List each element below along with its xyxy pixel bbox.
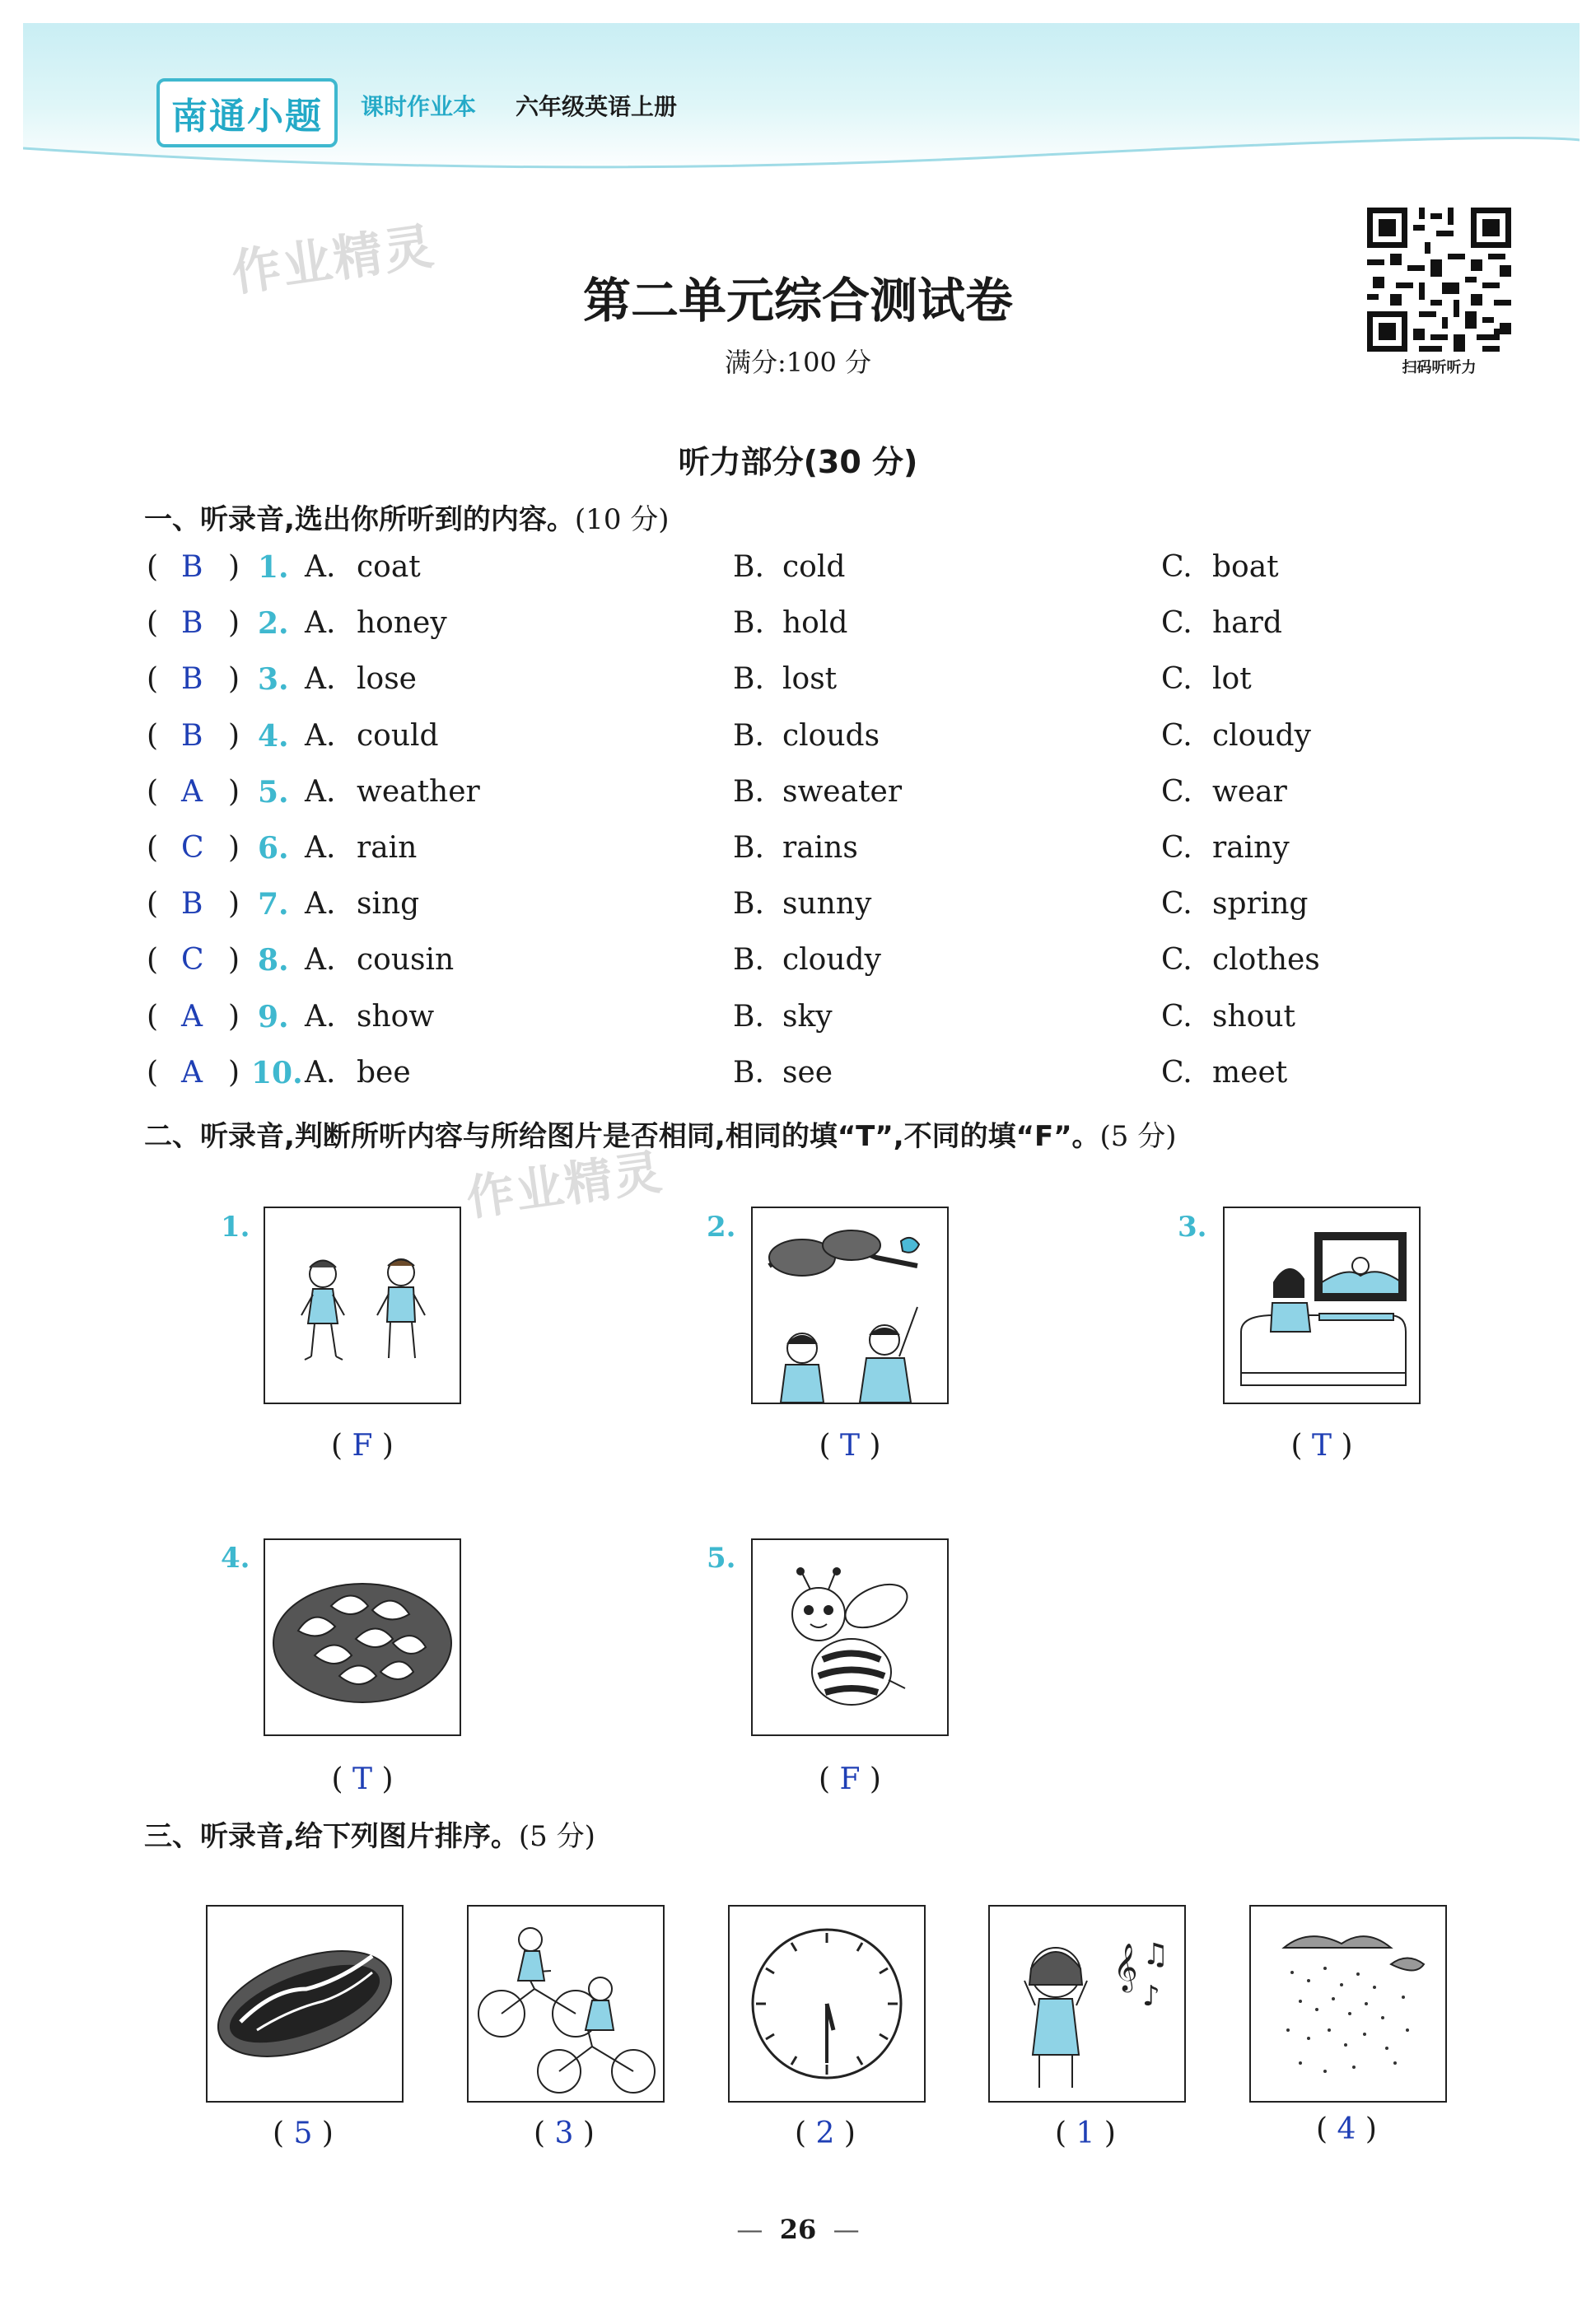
question-number: 7. xyxy=(258,887,289,922)
option-b-letter: B. xyxy=(733,831,764,865)
picture-number: 4. xyxy=(221,1542,250,1575)
answer-blank-open: ( xyxy=(147,718,159,753)
picture-clock xyxy=(728,1905,926,2103)
question-row xyxy=(0,606,1596,656)
option-b-word: sweater xyxy=(782,774,903,809)
option-b-word: cloudy xyxy=(782,943,881,978)
option-a-letter: A. xyxy=(305,718,336,753)
option-c-word: boat xyxy=(1212,550,1279,584)
answer-value[interactable]: B xyxy=(181,718,203,753)
answer-blank-open: ( xyxy=(147,999,159,1034)
section1-points: (10 分) xyxy=(574,503,670,536)
answer-blank-open: ( xyxy=(147,550,159,584)
section1-heading xyxy=(144,497,670,537)
page-number-value: 26 xyxy=(779,2214,817,2245)
picture-children-cycling xyxy=(467,1905,665,2103)
answer-value[interactable]: A xyxy=(181,1055,203,1090)
picture-number: 5. xyxy=(707,1542,736,1575)
answer-value: T xyxy=(352,1762,372,1796)
answer-value: T xyxy=(1311,1429,1332,1463)
option-c-letter: C. xyxy=(1161,606,1192,641)
option-b-word: cold xyxy=(782,550,846,584)
question-row xyxy=(0,1056,1596,1105)
option-a-letter: A. xyxy=(305,606,336,641)
option-a-word: coat xyxy=(357,550,421,584)
watermark: 作业精灵 xyxy=(463,1143,667,1227)
question-number: 1. xyxy=(258,550,289,585)
picture-bee xyxy=(751,1538,949,1736)
picture-girl-listening-music xyxy=(988,1905,1186,2103)
answer-value: F xyxy=(839,1762,861,1796)
option-b-word: lost xyxy=(782,662,838,697)
question-row xyxy=(0,831,1596,880)
svg-text:♪: ♪ xyxy=(1142,1980,1160,2013)
answer-blank[interactable]: ( T ) xyxy=(331,1762,394,1796)
option-c-letter: C. xyxy=(1161,887,1192,922)
question-row xyxy=(0,719,1596,768)
answer-blank[interactable]: ( 4 ) xyxy=(1316,2112,1377,2146)
question-row xyxy=(0,1000,1596,1049)
page-title: 第二单元综合测试卷 xyxy=(582,273,1013,329)
option-c-letter: C. xyxy=(1161,831,1192,865)
option-c-word: meet xyxy=(1212,1055,1288,1090)
option-a-letter: A. xyxy=(305,774,336,809)
option-c-letter: C. xyxy=(1161,943,1192,978)
svg-text:♫: ♫ xyxy=(1142,1938,1169,1972)
answer-blank[interactable]: ( F ) xyxy=(819,1762,881,1796)
section3-title: 三、听录音,给下列图片排序。 xyxy=(144,1820,519,1853)
brand-subtitle: 课时作业本 xyxy=(361,93,477,120)
section3-heading xyxy=(144,1814,595,1854)
section2-heading xyxy=(144,1113,1177,1154)
answer-value: F xyxy=(352,1429,373,1463)
option-b-letter: B. xyxy=(733,718,764,753)
option-a-letter: A. xyxy=(305,999,336,1034)
option-c-letter: C. xyxy=(1161,550,1192,584)
option-c-word: spring xyxy=(1212,887,1309,922)
answer-blank-close: ) xyxy=(228,831,240,865)
answer-blank-close: ) xyxy=(228,718,240,753)
answer-value[interactable]: C xyxy=(181,831,204,865)
page-number: — 26 — xyxy=(736,2214,860,2245)
answer-blank-close: ) xyxy=(228,774,240,809)
question-row xyxy=(0,943,1596,992)
option-c-word: lot xyxy=(1212,662,1252,697)
option-a-word: cousin xyxy=(357,943,455,978)
option-c-letter: C. xyxy=(1161,662,1192,697)
answer-blank-close: ) xyxy=(228,550,240,584)
answer-blank-open: ( xyxy=(147,606,159,641)
option-a-word: weather xyxy=(357,774,480,809)
brand-logo: 南通小题 xyxy=(156,78,338,147)
children-cycling-icon xyxy=(469,1907,663,2101)
option-a-word: show xyxy=(357,999,435,1034)
option-b-letter: B. xyxy=(733,606,764,641)
boy-and-girl-icon xyxy=(265,1208,460,1403)
bee-icon xyxy=(753,1540,947,1734)
answer-blank[interactable]: ( T ) xyxy=(1290,1429,1353,1463)
answer-value[interactable]: B xyxy=(181,550,203,584)
answer-blank[interactable]: ( 1 ) xyxy=(1055,2117,1116,2150)
answer-value[interactable]: A xyxy=(181,774,203,809)
option-c-word: shout xyxy=(1212,999,1295,1034)
question-number: 9. xyxy=(258,999,289,1034)
option-a-letter: A. xyxy=(305,662,336,697)
answer-blank-open: ( xyxy=(147,662,159,697)
option-c-letter: C. xyxy=(1161,774,1192,809)
watermark: 作业精灵 xyxy=(228,217,439,303)
section2-title: 二、听录音,判断所听内容与所给图片是否相同,相同的填“T”,不同的填“F”。 xyxy=(144,1120,1100,1153)
option-a-letter: A. xyxy=(305,1055,336,1090)
answer-blank[interactable]: ( 2 ) xyxy=(795,2117,856,2150)
answer-blank-open: ( xyxy=(147,1055,159,1090)
option-b-letter: B. xyxy=(733,1055,764,1090)
answer-blank[interactable]: ( 5 ) xyxy=(273,2117,334,2150)
children-bird-tree-icon xyxy=(753,1208,947,1403)
answer-value: 3 xyxy=(554,2117,574,2150)
dumplings-plate-icon xyxy=(265,1540,460,1734)
question-row xyxy=(0,550,1596,600)
answer-blank-open: ( xyxy=(147,774,159,809)
option-c-letter: C. xyxy=(1161,999,1192,1034)
score-note: 满分:100 分 xyxy=(724,347,872,378)
answer-value[interactable]: C xyxy=(181,943,204,978)
option-b-letter: B. xyxy=(733,550,764,584)
answer-value[interactable]: B xyxy=(181,662,203,697)
picture-number: 2. xyxy=(707,1211,736,1244)
qr-code-icon[interactable] xyxy=(1367,208,1511,352)
answer-value[interactable]: B xyxy=(181,887,203,922)
svg-text:𝄞: 𝄞 xyxy=(1113,1943,1138,1991)
question-number: 10. xyxy=(251,1055,303,1090)
question-number: 4. xyxy=(258,718,289,754)
hot-dog-icon xyxy=(208,1907,402,2101)
option-c-letter: C. xyxy=(1161,718,1192,753)
picture-children-bird-tree xyxy=(751,1207,949,1404)
answer-value: 4 xyxy=(1337,2112,1356,2146)
clock-icon xyxy=(730,1907,924,2101)
option-a-word: honey xyxy=(357,606,447,641)
option-c-word: rainy xyxy=(1212,831,1290,865)
option-b-word: hold xyxy=(782,606,848,641)
answer-value: T xyxy=(839,1429,860,1463)
picture-number: 3. xyxy=(1178,1211,1207,1244)
option-a-letter: A. xyxy=(305,943,336,978)
option-a-word: could xyxy=(357,718,439,753)
answer-blank-close: ) xyxy=(228,606,240,641)
answer-value: 5 xyxy=(293,2117,313,2150)
option-c-letter: C. xyxy=(1161,1055,1192,1090)
option-b-letter: B. xyxy=(733,943,764,978)
option-a-word: sing xyxy=(357,887,420,922)
option-c-word: wear xyxy=(1212,774,1287,809)
option-b-letter: B. xyxy=(733,999,764,1034)
answer-value[interactable]: B xyxy=(181,606,203,641)
option-c-word: clothes xyxy=(1212,943,1320,978)
option-a-letter: A. xyxy=(305,831,336,865)
answer-blank[interactable]: ( F ) xyxy=(331,1429,394,1463)
section1-title: 一、听录音,选出你所听到的内容。 xyxy=(144,503,575,536)
picture-dumplings-plate xyxy=(264,1538,461,1736)
listening-heading: 听力部分(30 分) xyxy=(678,444,918,480)
answer-blank-close: ) xyxy=(228,662,240,697)
girl-listening-music-icon xyxy=(990,1907,1184,2101)
answer-blank-open: ( xyxy=(147,887,159,922)
question-row xyxy=(0,775,1596,824)
question-row xyxy=(0,887,1596,936)
answer-blank[interactable]: ( T ) xyxy=(819,1429,881,1463)
option-b-letter: B. xyxy=(733,662,764,697)
section3-points: (5 分) xyxy=(518,1820,595,1853)
option-c-word: cloudy xyxy=(1212,718,1311,753)
option-b-letter: B. xyxy=(733,887,764,922)
answer-blank-close: ) xyxy=(228,887,240,922)
answer-blank-close: ) xyxy=(228,943,240,978)
question-number: 5. xyxy=(258,774,289,810)
answer-value[interactable]: A xyxy=(181,999,203,1034)
question-row xyxy=(0,662,1596,712)
option-b-word: clouds xyxy=(782,718,880,753)
answer-value: 1 xyxy=(1076,2117,1095,2150)
option-a-word: rain xyxy=(357,831,418,865)
option-a-word: lose xyxy=(357,662,417,697)
option-c-word: hard xyxy=(1212,606,1282,641)
option-b-letter: B. xyxy=(733,774,764,809)
picture-girl-watching-tv xyxy=(1223,1207,1421,1404)
option-a-word: bee xyxy=(357,1055,411,1090)
question-number: 8. xyxy=(258,943,289,978)
option-b-word: sky xyxy=(782,999,833,1034)
option-a-letter: A. xyxy=(305,550,336,584)
picture-boy-and-girl xyxy=(264,1207,461,1404)
question-number: 2. xyxy=(258,606,289,642)
option-b-word: see xyxy=(782,1055,833,1090)
section2-points: (5 分) xyxy=(1099,1120,1177,1153)
picture-hot-dog xyxy=(206,1905,404,2103)
answer-value: 2 xyxy=(815,2117,835,2150)
answer-blank-open: ( xyxy=(147,943,159,978)
option-a-letter: A. xyxy=(305,887,336,922)
answer-blank-open: ( xyxy=(147,831,159,865)
option-b-word: sunny xyxy=(782,887,872,922)
answer-blank-close: ) xyxy=(228,1055,240,1090)
girl-watching-tv-icon xyxy=(1225,1208,1419,1403)
answer-blank-close: ) xyxy=(228,999,240,1034)
option-b-word: rains xyxy=(782,831,858,865)
book-title: 六年级英语上册 xyxy=(516,93,678,120)
rain-cloud-icon xyxy=(1251,1907,1445,2101)
question-number: 6. xyxy=(258,831,289,866)
answer-blank[interactable]: ( 3 ) xyxy=(534,2117,595,2150)
question-number: 3. xyxy=(258,662,289,698)
picture-number: 1. xyxy=(221,1211,250,1244)
qr-caption: 扫码听听力 xyxy=(1402,359,1477,376)
picture-rain-cloud xyxy=(1249,1905,1447,2103)
